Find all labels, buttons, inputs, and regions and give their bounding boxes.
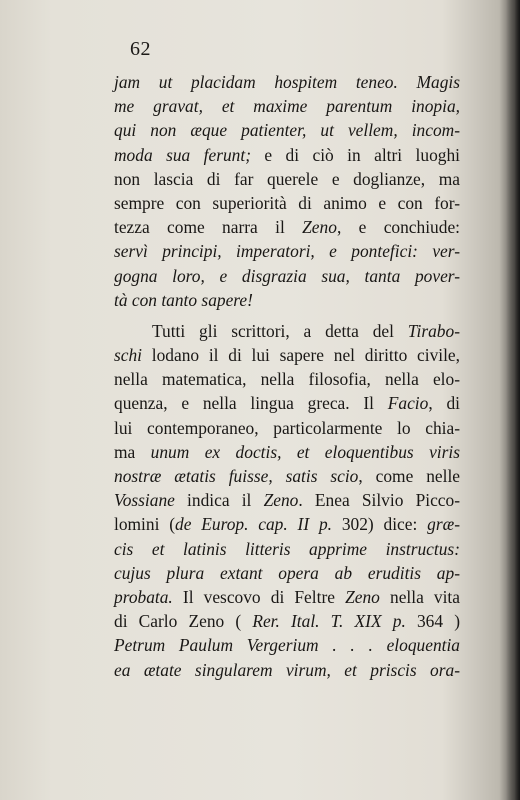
roman-text: tezza come narra il [114, 217, 303, 238]
roman-text: ma [114, 441, 151, 462]
italic-text: Zeno [302, 217, 337, 238]
text-line [114, 343, 460, 367]
text-line [114, 391, 460, 415]
italic-text: Vossiane [114, 490, 175, 511]
roman-text: , come nelle [358, 466, 460, 486]
italic-text: moda sua ferunt; [114, 144, 251, 165]
roman-text: non lascia di far querele e doglianze, ma [114, 168, 460, 189]
text-line [114, 585, 460, 609]
roman-text: . Enea Silvio Picco- [298, 490, 460, 511]
italic-text: probata. [114, 586, 173, 607]
text-line [114, 118, 460, 142]
italic-text: Petrum Paulum Vergerium . . . eloquentia [114, 635, 460, 656]
text-line [114, 319, 460, 343]
roman-text: 364 ) [405, 611, 460, 632]
text-line [114, 367, 460, 391]
italic-text: servì principi, imperatori, e pontefici: ver- [114, 241, 460, 262]
text-line [114, 167, 460, 191]
text-line [114, 416, 460, 440]
paragraph [114, 319, 460, 682]
text-line [114, 633, 460, 657]
italic-text: cis et latinis litteris apprime instructus: [114, 538, 460, 559]
italic-text: tà con tanto sapere! [114, 289, 253, 310]
italic-text: gogna loro, e disgrazia sua, tanta pover- [114, 265, 460, 286]
roman-text: sempre con superiorità di animo e con for- [114, 192, 460, 213]
italic-text: Zeno [345, 586, 380, 607]
roman-text: quenza, e nella lingua greca. Il [114, 393, 388, 414]
italic-text: jam ut placidam hospitem teneo. Magis [114, 72, 460, 92]
roman-text: Il vescovo di Feltre [172, 586, 346, 607]
roman-text: di Carlo Zeno ( [114, 611, 253, 632]
text-line [114, 512, 460, 536]
roman-text: lomini ( [114, 514, 176, 535]
text-line [114, 561, 460, 585]
text-line [114, 70, 460, 94]
page-edge-shadow [506, 0, 520, 800]
italic-text: Rer. Ital. T. XIX p. [252, 611, 406, 632]
page-number: 62 [130, 38, 151, 60]
text-line [114, 288, 460, 312]
text-line [114, 264, 460, 288]
body-text [114, 70, 460, 682]
italic-text: de Europ. cap. II p. [175, 514, 332, 535]
text-line [114, 488, 460, 512]
italic-text: unum ex doctis, et eloquentibus viris [150, 441, 460, 462]
roman-text: nella matematica, nella filosofia, nella elo- [114, 369, 460, 390]
italic-text: me gravat, et maxime parentum inopia, [114, 96, 460, 117]
italic-text: ea ætate singularem virum, et priscis ora- [114, 659, 460, 680]
text-line [114, 464, 460, 488]
roman-text: nella vita [379, 586, 460, 607]
text-line [114, 94, 460, 118]
text-line [114, 215, 460, 239]
roman-text: , e conchiude: [336, 217, 460, 238]
roman-text: indica il [174, 490, 264, 511]
text-line [114, 609, 460, 633]
roman-text: 302) dice: [332, 514, 428, 535]
text-line [114, 658, 460, 682]
italic-text: qui non æque patienter, ut vellem, incom- [114, 120, 460, 141]
roman-text: lui contemporaneo, particolarmente lo chia- [114, 417, 460, 438]
italic-text: cujus plura extant opera ab eruditis ap- [114, 562, 460, 583]
text-line [114, 191, 460, 215]
paragraph-gap [114, 312, 460, 319]
roman-text: Tutti gli scrittori, a detta del [152, 320, 408, 341]
roman-text: lodano il di lui sapere nel diritto civile, [142, 345, 460, 366]
paragraph [114, 70, 460, 312]
italic-text: Tirabo- [407, 320, 460, 341]
italic-text: Zeno [263, 490, 299, 511]
italic-text: græ- [427, 514, 460, 535]
italic-text: nostræ ætatis fuisse, satis scio [114, 466, 359, 486]
text-line [114, 239, 460, 263]
text-line [114, 440, 460, 464]
text-line [114, 143, 460, 167]
italic-text: schi [114, 345, 143, 366]
text-line [114, 537, 460, 561]
roman-text: , di [428, 393, 460, 414]
italic-text: Facio [387, 393, 429, 414]
roman-text: e di ciò in altri luoghi [250, 144, 460, 165]
